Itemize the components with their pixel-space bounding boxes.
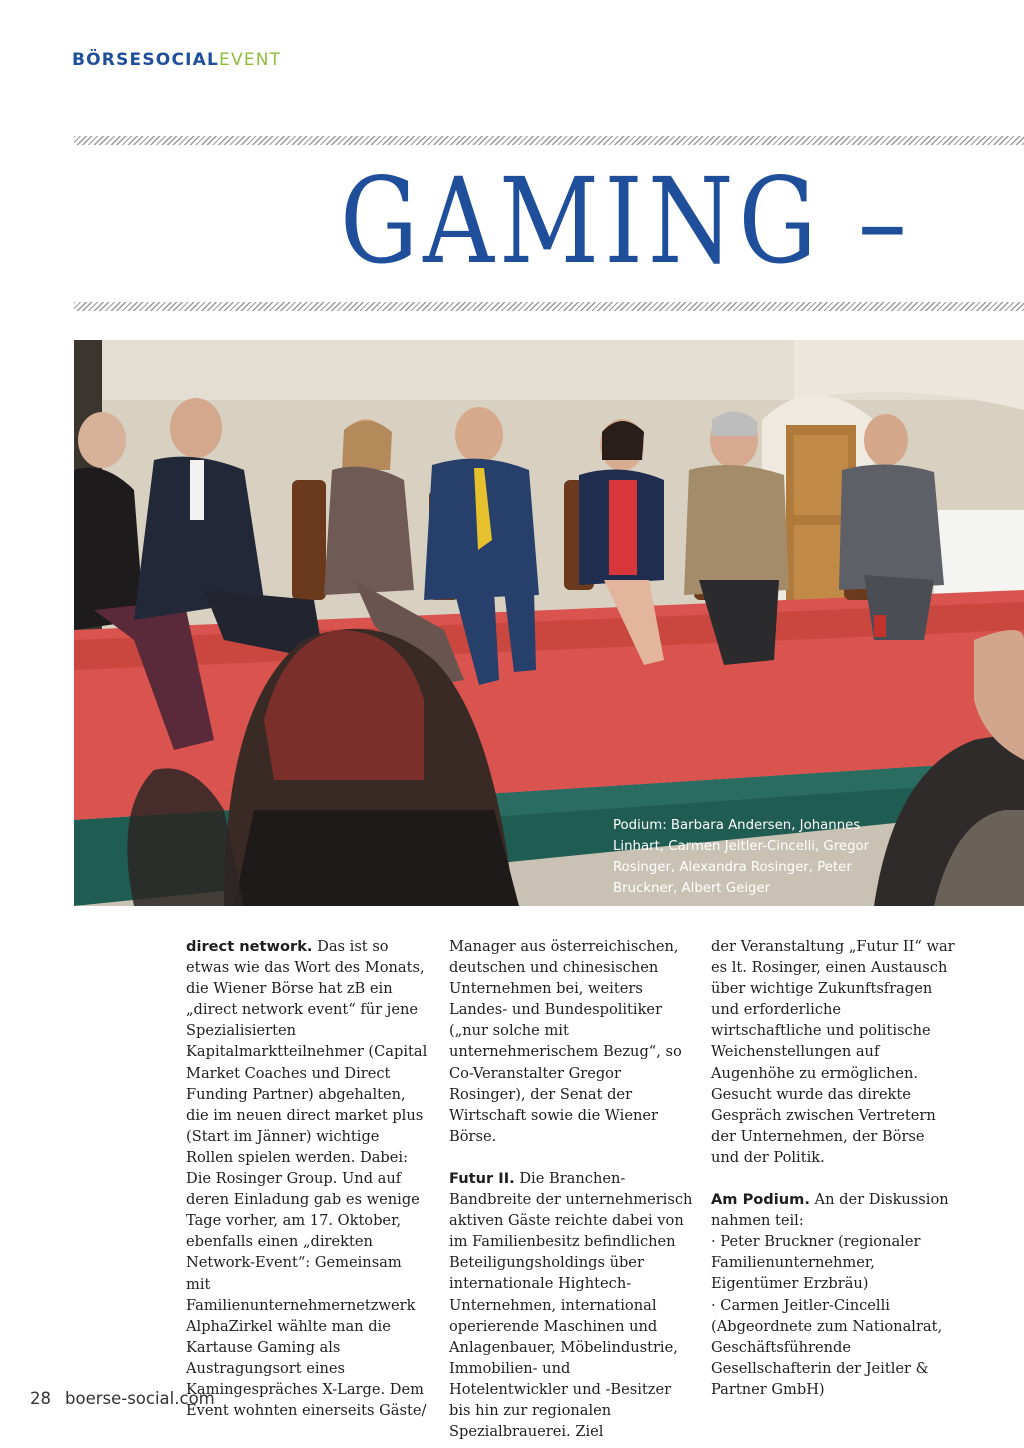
column-3-paragraph-1: der Veranstaltung „Futur II“ war es lt. Rosinger, einen Austausch über wichtige Zukunftsfragen und erforderliche wirtschaftliche und politische Weichenstellungen auf Augenhöhe zu ermöglichen. Gesucht wurde das direkte Gespräch zwischen Vertretern der Unternehmen, der Börse und der Politik. [711, 938, 955, 1166]
podium-photo [74, 340, 1024, 906]
lead-in-am-podium: Am Podium. [711, 1191, 810, 1209]
brand-primary: BÖRSESOCIAL [72, 50, 220, 70]
article-column-3 [711, 936, 955, 1400]
lead-in-futur-ii: Futur II. [449, 1169, 515, 1187]
article-column-2 [449, 936, 693, 1442]
magazine-brand [72, 49, 281, 71]
lead-in-direct-network: direct network. [186, 938, 313, 955]
brand-secondary: EVENT [219, 50, 282, 70]
hatched-rule-bottom [74, 302, 1024, 311]
headline: GAMING – [340, 152, 912, 290]
photo-caption: Podium: Barbara Andersen, Johannes Linhart, Carmen Jeitler-Cincelli, Gregor Rosinger, Alexandra Rosinger, Peter Bruckner, Albert Geiger [613, 818, 870, 896]
page-number: 28 [30, 1389, 51, 1408]
column-1-paragraph [186, 936, 430, 1421]
hatched-rule-top [74, 136, 1024, 145]
panelist-item: · Peter Bruckner (regionaler Familienunternehmer, Eigentümer Erzbräu) [711, 1233, 921, 1293]
column-2-text: Die Branchen-Bandbreite der unternehmerisch aktiven Gäste reichte dabei von im Familienbesitz befindlichen Beteiligungsholdings über internationale Hightech-Unternehmen, international operierende Maschinen und Anlagenbauer, Möbelindustrie, Immobilien- und Hotelentwickler und -Besitzer bis hin zur regionalen Spezialbrauerei. Ziel [449, 1169, 693, 1441]
page-footer [30, 1388, 215, 1410]
article-column-1 [186, 936, 430, 1421]
column-3-text: An der Diskussion nahmen teil: [711, 1191, 949, 1230]
column-3-paragraph-2 [711, 1189, 955, 1231]
footer-site-url: boerse-social.com [65, 1389, 215, 1408]
panelist-item: · Carmen Jeitler-Cincelli (Abgeordnete zum Nationalrat, Geschäftsführende Gesellschafterin der Jeitler & Partner GmbH) [711, 1296, 943, 1398]
column-2-paragraph-1: Manager aus österreichischen, deutschen und chinesischen Unternehmen bei, weiters Landes- und Bundespolitiker („nur solche mit unternehmerischem Bezug“, so Co-Veranstalter Gregor Rosinger), der Senat der Wirtschaft sowie die Wiener Börse. [449, 938, 682, 1145]
column-2-paragraph-2 [449, 1168, 693, 1442]
column-1-text: Das ist so etwas wie das Wort des Monats, die Wiener Börse hat zB ein „direct network event“ für jene Spezialisierten Kapitalmarktteilnehmer (Capital Market Coaches und Direct Funding Partner) abgehalten, die im neuen direct market plus (Start im Jänner) wichtige Rollen spielen werden. Dabei: Die Rosinger Group. Und auf deren Einladung gab es wenige Tage vorher, am 17. Oktober, ebenfalls einen „direkten Network-Event“: Gemeinsam mit Familienunternehmernetzwerk AlphaZirkel wählte man die Kartause Gaming als Austragungsort eines Kamingespräches X-Large. Dem Event wohnten einerseits Gäste/ [186, 938, 428, 1420]
